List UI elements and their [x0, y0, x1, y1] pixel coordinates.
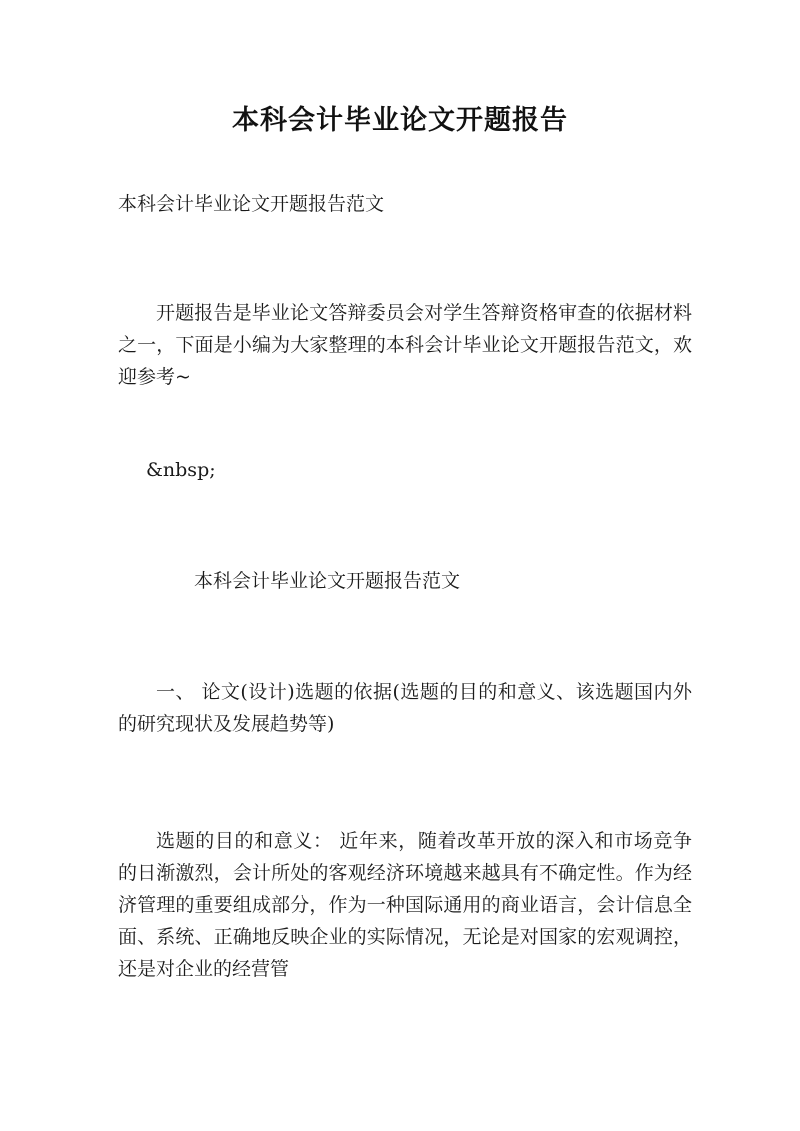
document-title: 本科会计毕业论文开题报告: [232, 105, 568, 136]
nbsp-text-line: &nbsp;: [146, 459, 216, 481]
section-one-heading: 一、 论文(设计)选题的依据(选题的目的和意义、该选题国内外的研究现状及发展趋势等): [118, 681, 692, 735]
section-heading: 本科会计毕业论文开题报告范文: [194, 570, 461, 592]
document-subtitle: 本科会计毕业论文开题报告范文: [118, 193, 385, 215]
purpose-paragraph: 选题的目的和意义： 近年来，随着改革开放的深入和市场竞争的日渐激烈，会计所处的客观经济环境越来越具有不确定性。作为经济管理的重要组成部分，作为一种国际通用的商业语言，会计信息全面、系统、正确地反映企业的实际情况，无论是对国家的宏观调控，还是对企业的经营管: [118, 830, 692, 980]
intro-paragraph: 开题报告是毕业论文答辩委员会对学生答辩资格审查的依据材料之一，下面是小编为大家整理的本科会计毕业论文开题报告范文，欢迎参考~: [118, 302, 692, 388]
